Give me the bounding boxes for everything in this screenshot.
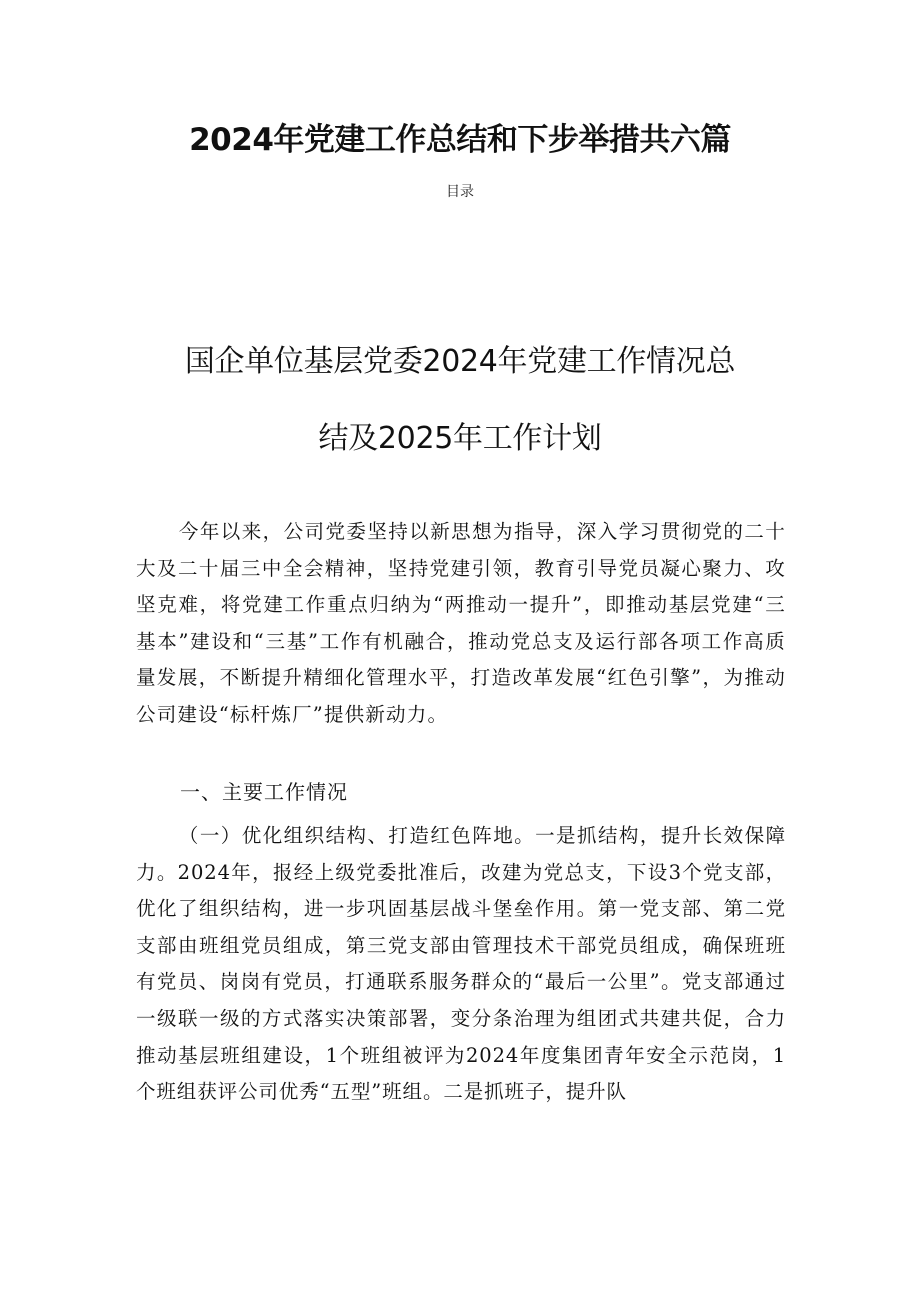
heading-main-work: 一、主要工作情况 <box>180 780 348 804</box>
document-title: 2024年党建工作总结和下步举措共六篇 <box>189 122 731 158</box>
section-title-line-2: 结及2025年工作计划 <box>318 421 602 456</box>
toc-label: 目录 <box>446 184 474 200</box>
section-title-line-1: 国企单位基层党委2024年党建工作情况总 <box>184 344 736 379</box>
intro-paragraph: 今年以来，公司党委坚持以新思想为指导，深入学习贯彻党的二十大及二十届三中全会精神，坚持党建引领，教育引导党员凝心聚力、攻坚克难，将党建工作重点归纳为“两推动一提升”，即推动基层党建“三基本”建设和“三基”工作有机融合，推动党总支及运行部各项工作高质量发展，不断提升精细化管理水平，打造改革发展“红色引擎”，为推动公司建设“标杆炼厂”提供新动力。 <box>136 520 786 726</box>
body-paragraph-1: （一）优化组织结构、打造红色阵地。一是抓结构，提升长效保障力。2024年，报经上级党委批准后，改建为党总支，下设3个党支部，优化了组织结构，进一步巩固基层战斗堡垒作用。第一党支部、第二党支部由班组党员组成，第三党支部由管理技术干部党员组成，确保班班有党员、岗岗有党员，打通联系服务群众的“最后一公里”。党支部通过一级联一级的方式落实决策部署，变分条治理为组团式共建共促，合力推动基层班组建设，1个班组被评为2024年度集团青年安全示范岗，1个班组获评公司优秀“五型”班组。二是抓班子，提升队 <box>136 824 786 1104</box>
